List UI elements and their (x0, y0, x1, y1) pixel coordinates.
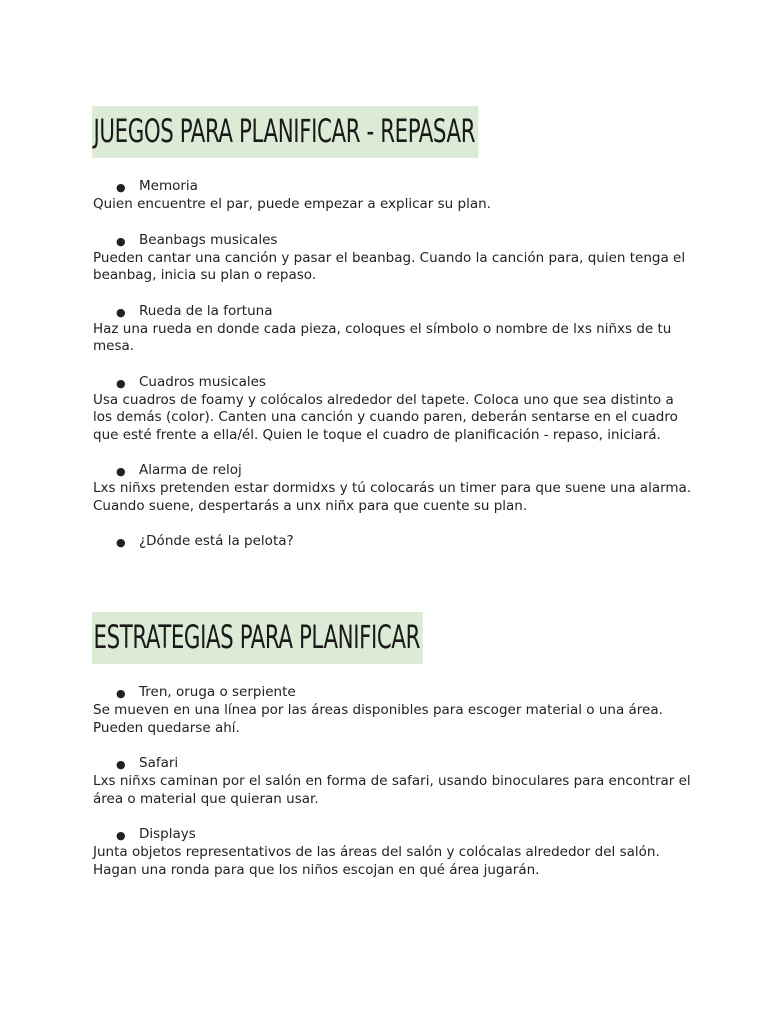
item-label: Cuadros musicales (139, 373, 266, 390)
bullet-icon: ● (116, 465, 126, 478)
list-item (93, 178, 693, 214)
item-description: Junta objetos representativos de las áreas del salón y colócalas alrededor del salón. Hagan una ronda para que los niños escojan en qué área jugarán. (93, 844, 660, 878)
item-label: Safari (139, 755, 179, 771)
section-heading-estrategias: ESTRATEGIAS PARA PLANIFICAR (92, 612, 423, 664)
list-item (93, 533, 693, 551)
section-juegos (93, 178, 693, 569)
item-label: Beanbags musicales (139, 231, 278, 248)
item-description: Haz una rueda en donde cada pieza, coloques el símbolo o nombre de lxs niñxs de tu mesa. (93, 320, 672, 354)
item-label: Memoria (139, 178, 198, 194)
item-description: Lxs niñxs caminan por el salón en forma de safari, usando binoculares para encontrar el área o material que quieran usar. (93, 773, 691, 807)
item-description: Quien encuentre el par, puede empezar a explicar su plan. (93, 196, 491, 212)
item-description: Lxs niñxs pretenden estar dormidxs y tú colocarás un timer para que suene una alarma. Cuando suene, despertarás a unx niñx para que cuente su plan. (93, 480, 692, 514)
item-label: Rueda de la fortuna (139, 302, 273, 319)
bullet-icon: ● (116, 758, 126, 771)
item-description: Se mueven en una línea por las áreas disponibles para escoger material o una área. Pueden quedarse ahí. (93, 702, 663, 736)
list-item (93, 374, 693, 445)
list-item (93, 684, 693, 737)
section-heading-juegos: JUEGOS PARA PLANIFICAR - REPASAR (92, 106, 478, 158)
item-label: Tren, oruga o serpiente (139, 684, 296, 700)
bullet-icon: ● (116, 234, 126, 248)
item-label: Alarma de reloj (139, 462, 242, 478)
list-item (93, 303, 693, 356)
bullet-icon: ● (116, 376, 126, 390)
item-label: Displays (139, 826, 196, 842)
bullet-icon: ● (116, 536, 126, 549)
list-item (93, 232, 693, 285)
bullet-icon: ● (116, 829, 126, 842)
item-label: ¿Dónde está la pelota? (139, 533, 294, 549)
bullet-icon: ● (116, 181, 126, 194)
bullet-icon: ● (116, 687, 126, 700)
item-description: Usa cuadros de foamy y colócalos alrededor del tapete. Coloca uno que sea distinto a los demás (color). Canten una canción y cuando paren, deberán sentarse en el cuadro que esté frente a ella/él. Quien le toque el cuadro de planificación - repaso, iniciará. (93, 391, 678, 443)
section-estrategias (93, 684, 693, 897)
item-description: Pueden cantar una canción y pasar el beanbag. Cuando la canción para, quien tenga el beanbag, inicia su plan o repaso. (93, 249, 686, 283)
bullet-icon: ● (116, 305, 126, 319)
list-item (93, 826, 693, 879)
list-item (93, 755, 693, 808)
list-item (93, 462, 693, 515)
